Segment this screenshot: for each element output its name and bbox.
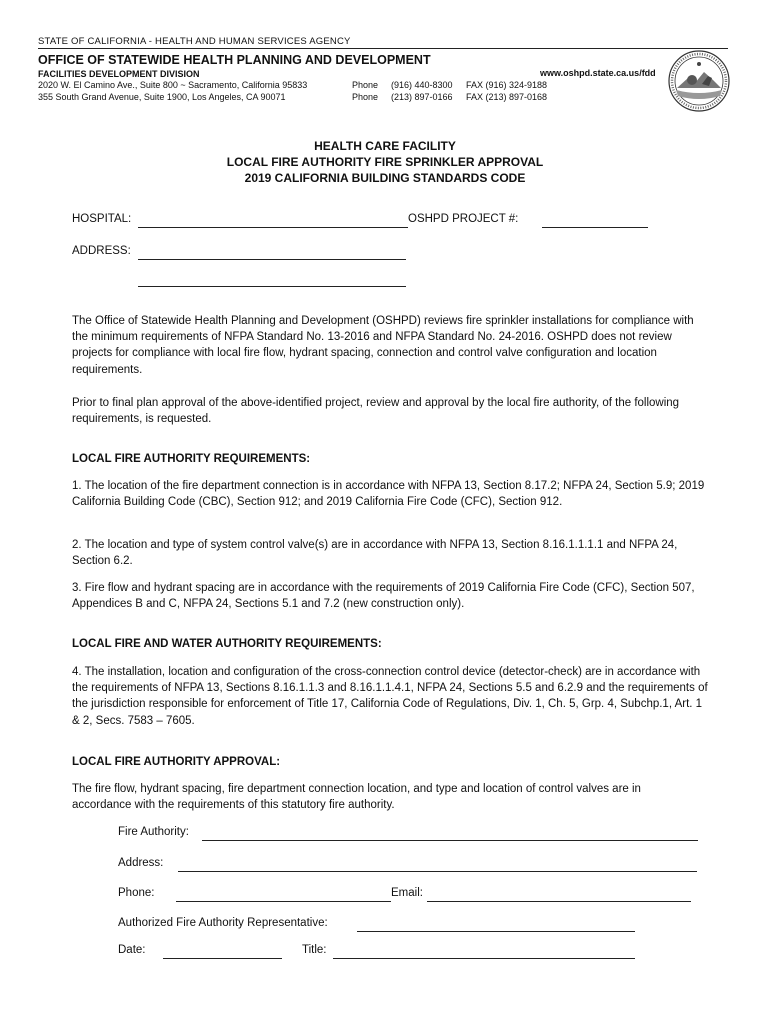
phone-label-1: Phone [352,80,379,90]
phone-label: Phone: [118,887,155,899]
address-field-line1[interactable] [138,259,406,260]
project-number-field[interactable] [542,227,648,228]
agency-name: STATE OF CALIFORNIA - HEALTH AND HUMAN SERVICES AGENCY [38,36,351,47]
phone-label-2: Phone [352,92,379,102]
website-link[interactable]: www.oshpd.state.ca.us/fdd [540,68,656,78]
email-label: Email: [391,887,423,899]
form-title-line2: LOCAL FIRE AUTHORITY FIRE SPRINKLER APPROVAL [226,155,544,169]
form-title-line3: 2019 CALIFORNIA BUILDING STANDARDS CODE [244,171,526,185]
intro-paragraph-2: Prior to final plan approval of the above-identified project, review and approval by the local fire authority, of the following requirements, is requested. [72,397,680,426]
section-heading-fire-water: LOCAL FIRE AND WATER AUTHORITY REQUIREMENTS: [72,638,382,650]
email-field[interactable] [427,901,691,902]
fax-2: FAX (213) 897-0168 [466,92,548,102]
title-label: Title: [302,944,327,956]
requirement-item-2: 2. The location and type of system control valve(s) are in accordance with NFPA 13, Section 8.16.1.1.1.1 and NFPA 24, Section 6.2. [72,539,678,568]
address-los-angeles: 355 South Grand Avenue, Suite 1900, Los Angeles, CA 90071 [38,92,286,102]
requirement-item-3: 3. Fire flow and hydrant spacing are in accordance with the requirements of 2019 California Fire Code (CFC), Section 507, Appendices B and C, NFPA 24, Sections 5.1 and 7.2 (new construction only). [72,582,695,611]
title-field[interactable] [333,958,635,959]
intro-paragraph-1: The Office of Statewide Health Planning and Development (OSHPD) reviews fire sprinkler installations for compliance with the minimum requirements of NFPA Standard No. 13-2016 and NFPA Standard No. 24-2016. OSHPD does not review projects for compliance with local fire flow, hydrant spacing, connection and control valve configuration and location requirements. [72,315,694,376]
date-field[interactable] [163,958,282,959]
representative-field[interactable] [357,931,635,932]
form-title-line1: HEALTH CARE FACILITY [314,139,456,153]
representative-label: Authorized Fire Authority Representative: [118,917,328,929]
hospital-field[interactable] [138,227,408,228]
address-sacramento: 2020 W. El Camino Ave., Suite 800 ~ Sacramento, California 95833 [38,80,308,90]
hospital-label: HOSPITAL: [72,213,132,225]
phone-2: (213) 897-0166 [391,92,453,102]
fax-1: FAX (916) 324-9188 [466,80,548,90]
approval-address-field[interactable] [178,871,697,872]
project-number-label: OSHPD PROJECT #: [408,213,519,225]
division-name: FACILITIES DEVELOPMENT DIVISION [38,69,200,79]
approval-statement: The fire flow, hydrant spacing, fire department connection location, and type and location of control valves are in accordance with the requirements of this statutory fire authority. [72,783,641,812]
section-heading-approval: LOCAL FIRE AUTHORITY APPROVAL: [72,756,281,768]
office-name: OFFICE OF STATEWIDE HEALTH PLANNING AND DEVELOPMENT [38,53,431,67]
address-field-line2[interactable] [138,286,406,287]
header-divider [38,48,728,49]
fire-authority-field[interactable] [202,840,698,841]
phone-1: (916) 440-8300 [391,80,453,90]
approval-address-label: Address: [118,857,164,869]
phone-field[interactable] [176,901,391,902]
requirement-item-1: 1. The location of the fire department connection is in accordance with NFPA 13, Section 8.17.2; NFPA 24, Section 5.9; 2019 California Building Code (CBC), Section 912; and 2019 California Fire Code (CFC), Section 912. [72,480,705,509]
requirement-item-4: 4. The installation, location and configuration of the cross-connection control device (detector-check) are in accordance with the requirements of NFPA 13, Sections 8.16.1.1.3 and 8.16.1.1.4.1, NFPA 24, Sections 5.5 and 6.2.9 and the requirements of the jurisdiction responsible for enforcement of Title 17, California Code of Regulations, Div. 1, Ch. 5, Grp. 4, Subchp.1, Art. 1 & 2, Secs. 7583 – 7605. [72,666,708,727]
fire-authority-label: Fire Authority: [118,826,189,838]
date-label: Date: [118,944,146,956]
section-heading-local-fire: LOCAL FIRE AUTHORITY REQUIREMENTS: [72,453,311,465]
address-label: ADDRESS: [72,245,131,257]
state-seal-icon [668,50,730,112]
